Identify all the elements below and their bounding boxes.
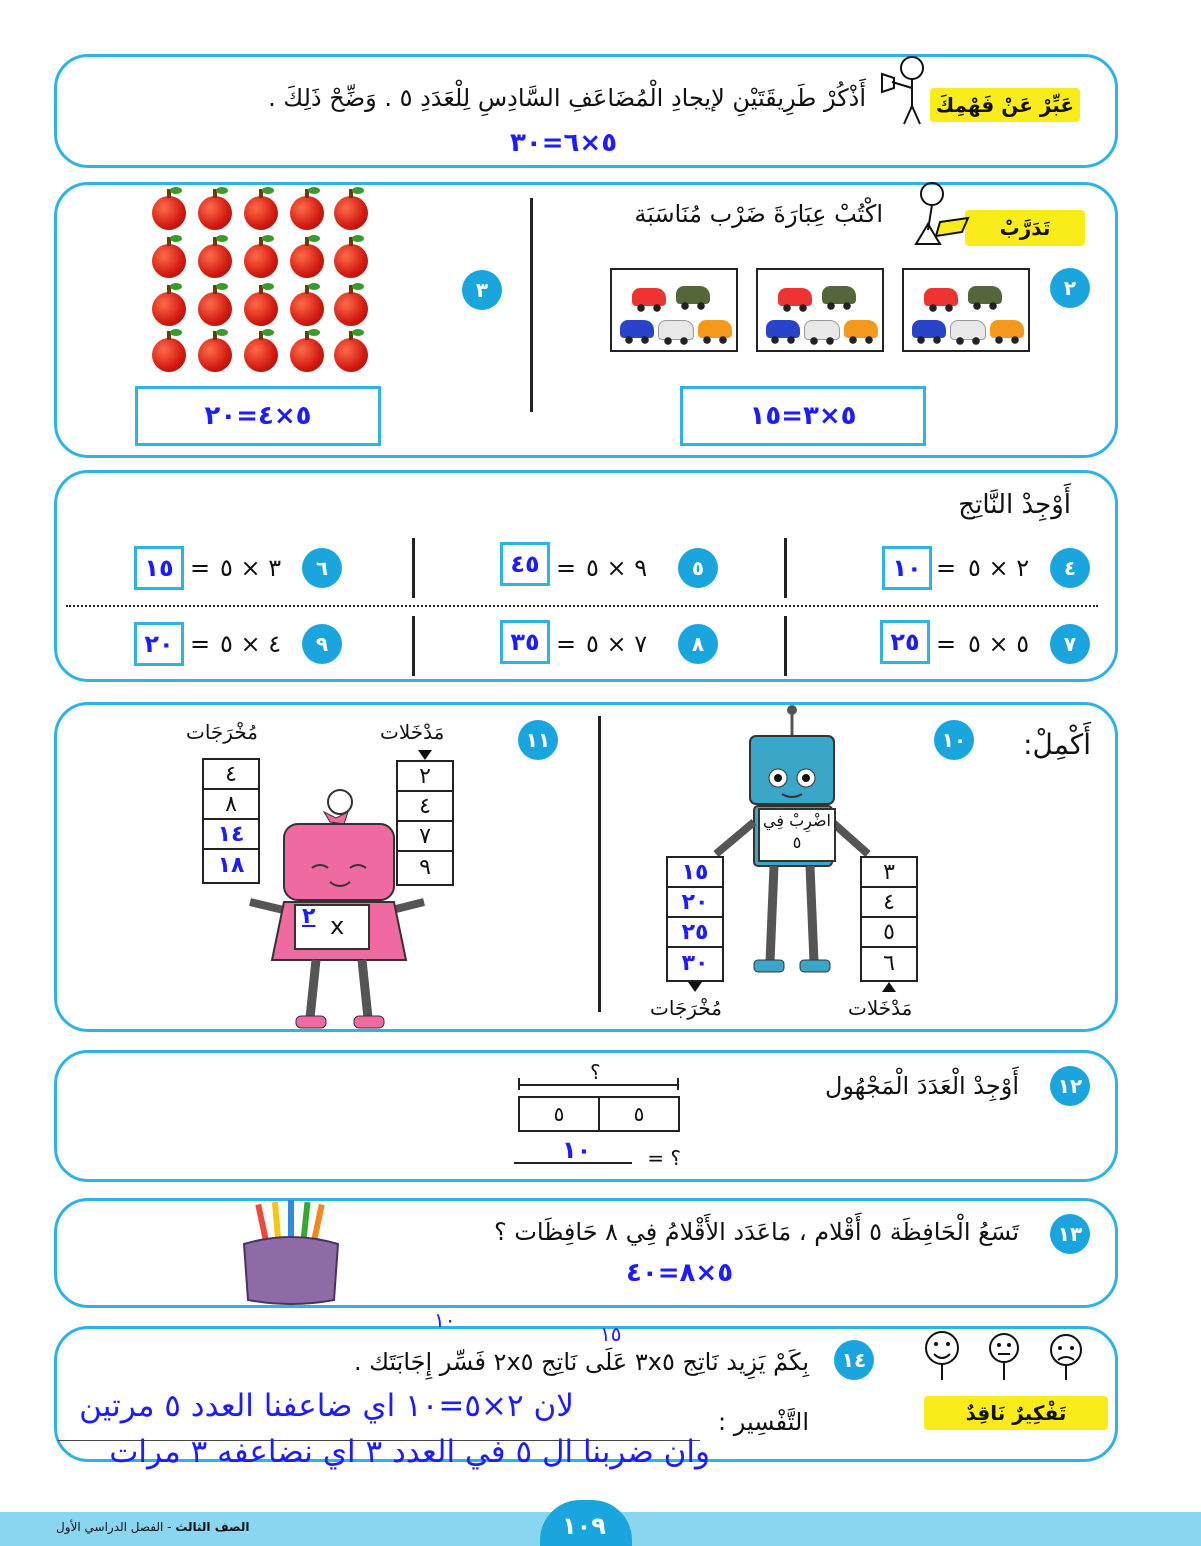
car-group-1 [902, 268, 1030, 352]
s3-title: أَوْجِدْ النَّاتِج [958, 490, 1071, 520]
girl-writing-icon [906, 178, 972, 250]
q9-equals: = [190, 630, 211, 658]
q5-answer: ٤٥ [510, 550, 540, 578]
q4-answer-box [882, 546, 932, 590]
s2-divider [530, 198, 533, 412]
q10-output-cell: ٢٥ [668, 918, 722, 948]
s3-divider-3 [784, 616, 787, 676]
q8-equals: = [556, 630, 577, 658]
q11-outputs-label: مُخْرَجَات [186, 720, 258, 744]
s7-note-10: ١٠ [434, 1308, 456, 1332]
robot-sign [758, 808, 836, 862]
bar-model-tick-right [677, 1078, 679, 1090]
q10-output-cell: ١٥ [668, 858, 722, 888]
q12-number: ١٢ [1050, 1066, 1090, 1106]
boy-megaphone-icon [878, 52, 934, 128]
q11-outputs-table [202, 758, 260, 884]
pencil-case-icon [236, 1200, 346, 1306]
q11-inputs-table [396, 760, 454, 886]
badge-practice: تَدَرَّبْ [965, 210, 1085, 246]
q9-answer-box [134, 622, 184, 666]
q11-output-cell: ١٨ [217, 852, 245, 878]
q11-input-cell: ٩ [419, 854, 431, 880]
footer-grade-bold: الصف الثالث [175, 1520, 250, 1534]
q11-input-cell: ٢ [398, 762, 452, 792]
bar-model-cell: ٥ [633, 1102, 645, 1126]
q2-answer-box [680, 386, 926, 446]
q2-answer: ٥×٣=١٥ [749, 401, 857, 431]
q10-output-cell: ٢٠ [668, 888, 722, 918]
s6-answer: ٥×٨=٤٠ [626, 1258, 734, 1288]
s3-divider-4 [412, 616, 415, 676]
q5-expression: ٩ × ٥ [586, 554, 648, 582]
bar-model-cell: ٥ [520, 1098, 600, 1130]
q9-answer: ٢٠ [144, 630, 174, 658]
q7-expression: ٥ × ٥ [968, 630, 1030, 658]
s7-answer-line1: لان ٢×٥=١٠ اي ضاعفنا العدد ٥ مرتين [79, 1388, 574, 1424]
q11-sign-x: x [330, 912, 345, 940]
q8-answer: ٣٥ [510, 628, 540, 656]
q11-input-cell: ٤ [398, 792, 452, 822]
q10-inputs-label: مَدْخَلات [848, 996, 913, 1020]
footer-grade-info [56, 1520, 249, 1534]
q4-equals: = [936, 554, 957, 582]
q8-answer-box [500, 620, 550, 664]
q10-number: ١٠ [934, 720, 974, 760]
q5-number: ٥ [678, 548, 718, 588]
q5-answer-box [500, 542, 550, 586]
car-group-3 [610, 268, 738, 352]
q3-answer: ٥×٤=٢٠ [204, 401, 312, 431]
q10-outputs-table [666, 856, 724, 982]
q9-number: ٩ [302, 624, 342, 664]
car-group-2 [756, 268, 884, 352]
q10-outputs-label: مُخْرَجَات [650, 996, 722, 1020]
s4-title: أَكْمِلْ: [1023, 728, 1091, 761]
bar-model-tick-left [518, 1078, 520, 1090]
q14-number: ١٤ [834, 1340, 874, 1380]
s7-explain-label: التَّفْسِير : [718, 1408, 809, 1436]
badge-critical-thinking: تَفْكِيرٌ نَاقِدٌ [924, 1396, 1108, 1430]
q7-answer: ٢٥ [890, 628, 920, 656]
q7-equals: = [936, 630, 957, 658]
s3-divider-1 [784, 538, 787, 598]
q6-expression: ٣ × ٥ [220, 554, 282, 582]
q10-output-cell: ٣٠ [681, 950, 709, 976]
s1-question: أَذْكُرْ طَرِيقَتَيْنِ لإيجادِ الْمُضَاعَفِ السَّادِسِ لِلْعَدَدِ ٥ . وَضِّحْ ذَلِكَ . [268, 84, 866, 112]
faces-icon [916, 1318, 1092, 1388]
robot-sign-line1: اضْرِبْ فِي [763, 811, 831, 830]
s3-divider-2 [412, 538, 415, 598]
s4-divider [598, 716, 601, 1012]
q4-answer: ١٠ [892, 554, 922, 582]
q10-input-cell: ٣ [862, 858, 916, 888]
q11-sign-answer: ٢ [302, 904, 316, 929]
bar-model-top-line [518, 1084, 678, 1086]
s6-question: تَسَعُ الْحَافِظَة ٥ أَقْلام ، مَاعَدَد الأَقْلامُ فِي ٨ حَافِظَات ؟ [493, 1218, 1019, 1246]
q11-inputs-label: مَدْخَلات [380, 720, 445, 744]
q8-expression: ٧ × ٥ [586, 630, 648, 658]
q6-number: ٦ [302, 548, 342, 588]
s5-answer: ١٠ [562, 1136, 592, 1164]
q6-equals: = [190, 554, 211, 582]
s5-title: أَوْجِدْ الْعَدَدَ الْمَجْهُول [824, 1072, 1019, 1100]
section-word-problem [54, 1198, 1118, 1308]
s3-dotted-separator [66, 605, 1098, 607]
q11-output-cell: ١٤ [204, 820, 258, 850]
footer-grade-rest: - الفصل الدراسي الأول [56, 1520, 176, 1534]
robot-sign-line2: ٥ [792, 833, 802, 852]
s7-question: بِكَمْ يَزِيد نَاتِج ٣x٥ عَلَى نَاتِج ٢x٥ فَسِّر إِجَابَتَك . [353, 1348, 809, 1376]
s1-answer: ٥×٦=٣٠ [510, 128, 618, 158]
s2-instruction: اكْتُبْ عِبَارَةَ ضَرْب مُنَاسَبَة [634, 200, 883, 228]
bar-model-total: ؟ [590, 1060, 601, 1084]
q13-number: ١٣ [1050, 1214, 1090, 1254]
q10-outputs-arrow [688, 982, 702, 992]
q2-number: ٢ [1050, 268, 1090, 308]
q3-answer-box [135, 386, 381, 446]
q11-number: ١١ [518, 720, 558, 760]
q4-number: ٤ [1050, 548, 1090, 588]
s5-eq-label: ؟ = [647, 1146, 681, 1170]
q11-input-cell: ٧ [398, 822, 452, 852]
page-number: ١٠٩ [562, 1512, 606, 1540]
s7-note-15: ١٥ [600, 1322, 622, 1346]
q10-input-cell: ٥ [862, 918, 916, 948]
q10-input-cell: ٤ [862, 888, 916, 918]
q11-inputs-arrow [418, 750, 432, 760]
q9-expression: ٤ × ٥ [220, 630, 282, 658]
q5-equals: = [556, 554, 577, 582]
q11-output-cell: ٨ [204, 790, 258, 820]
bar-model [518, 1096, 680, 1132]
q7-number: ٧ [1050, 624, 1090, 664]
q6-answer-box [134, 546, 184, 590]
q7-answer-box [880, 620, 930, 664]
q6-answer: ١٥ [144, 554, 174, 582]
badge-express-understanding: عَبِّرْ عَنْ فَهْمِكَ [930, 88, 1080, 122]
q11-output-cell: ٤ [204, 760, 258, 790]
q8-number: ٨ [678, 624, 718, 664]
s7-answer-line2: وان ضربنا ال ٥ في العدد ٣ اي نضاعفه ٣ مرات [109, 1434, 710, 1470]
q10-inputs-arrow [882, 982, 896, 992]
q10-input-cell: ٦ [883, 950, 895, 976]
q4-expression: ٢ × ٥ [968, 554, 1030, 582]
q3-number: ٣ [462, 270, 502, 310]
q10-inputs-table [860, 856, 918, 982]
